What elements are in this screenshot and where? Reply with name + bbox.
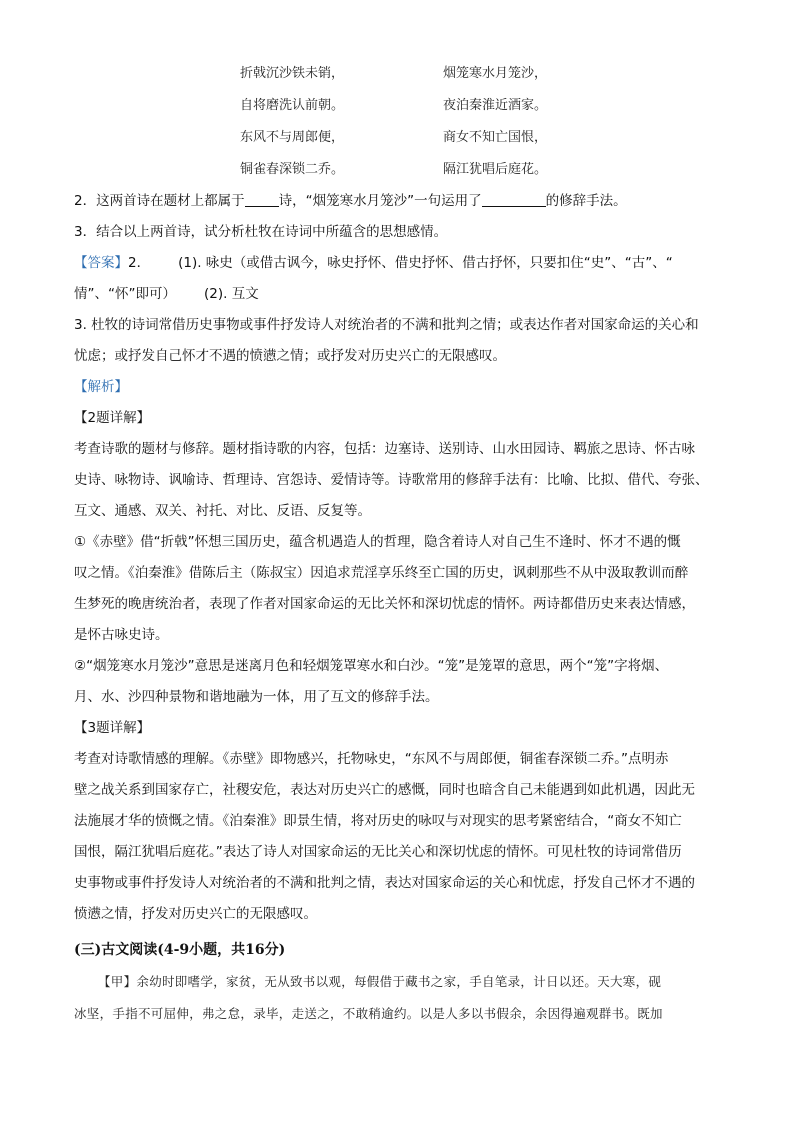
detail-line: 愤懑之情，抒发对历史兴亡的无限感叹。 — [74, 906, 317, 922]
ancient-text — [74, 966, 724, 1030]
detail-2-tag: 【2题详解】 — [74, 410, 151, 426]
answer-line: 【答案】2． (1). 咏史（或借古讽今，咏史抒怀、借史抒怀、借古抒怀，只要扣住“史”、“古”、“ — [74, 255, 673, 271]
answer-blank — [245, 192, 279, 207]
question-2: 2．这两首诗在题材上都属于 诗，“烟笼寒水月笼沙”一句运用了 的修辞手法。 — [74, 193, 627, 209]
ancient-line: 冰坚，手指不可屈伸，弗之怠，录毕，走送之，不敢稍逾约。以是人多以书假余，余因得遍观群书。既加 — [74, 1006, 663, 1021]
answer-line: 情”、“怀”即可） (2). 互文 — [74, 286, 259, 302]
poem-right-line: 夜泊秦淮近酒家。 — [443, 98, 548, 113]
poem-left-line: 铜雀春深锁二乔。 — [240, 162, 345, 177]
detail-line: 月、水、沙四种景物和谐地融为一体，用了互文的修辞手法。 — [74, 689, 439, 705]
poem-right-line: 隔江犹唱后庭花。 — [443, 162, 548, 177]
detail-3-tag: 【3题详解】 — [74, 720, 151, 736]
detail-line: 国恨，隔江犹唱后庭花。”表达了诗人对国家命运的无比关心和深切忧虑的情怀。可见杜牧的诗词常借历 — [74, 844, 682, 860]
poem-left-line: 折戟沉沙铁未销， — [240, 66, 345, 81]
questions-answers — [74, 186, 724, 930]
detail-line: ②“烟笼寒水月笼沙”意思是迷离月色和轻烟笼罩寒水和白沙。“笼”是笼罩的意思，两个“笼”字将烟、 — [74, 658, 669, 674]
detail-line: 壁之战关系到国家存亡，社稷安危，表达对历史兴亡的感慨，同时也暗含自己未能遇到如此机遇，因此无 — [74, 782, 695, 798]
poem-left-line: 东风不与周郎便， — [240, 130, 345, 145]
detail-line: 考查对诗歌情感的理解。《赤壁》即物感兴，托物咏史，“东风不与周郎便，铜雀春深锁二乔。”点明赤 — [74, 751, 669, 767]
detail-line: ①《赤壁》借“折戟”怀想三国历史，蕴含机遇造人的哲理，隐含着诗人对自己生不逢时、怀才不遇的慨 — [74, 534, 681, 550]
question-3: 3．结合以上两首诗，试分析杜牧在诗词中所蕴含的思想感情。 — [74, 224, 448, 240]
answer-tag: 【答案】 — [74, 255, 128, 271]
detail-line: 互文、通感、双关、衬托、对比、反语、反复等。 — [74, 503, 371, 519]
analysis-tag: 【解析】 — [74, 379, 128, 395]
section-3-title: (三)古文阅读(4-9小题，共16分) — [74, 942, 286, 958]
poem-left-line: 自将磨洗认前朝。 — [240, 98, 345, 113]
ancient-line: 【甲】余幼时即嗜学，家贫，无从致书以观，每假借于藏书之家，手自笔录，计日以还。天大寒，砚 — [98, 974, 662, 989]
detail-line: 史诗、咏物诗、讽喻诗、哲理诗、宫怨诗、爱情诗等。诗歌常用的修辞手法有：比喻、比拟、借代、夸张、 — [74, 472, 709, 488]
detail-line: 考查诗歌的题材与修辞。题材指诗歌的内容，包括：边塞诗、送别诗、山水田园诗、羁旅之思诗、怀古咏 — [74, 441, 695, 457]
answer-line: 3. 杜牧的诗词常借历史事物或事件抒发诗人对统治者的不满和批判之情；或表达作者对国家命运的关心和 — [74, 317, 699, 333]
answer-blank — [482, 192, 546, 207]
detail-line: 法施展才华的愤慨之情。《泊秦淮》即景生情，将对历史的咏叹与对现实的思考紧密结合，“商女不知亡 — [74, 813, 682, 829]
answer-line: 忧虑；或抒发自己怀才不遇的愤懑之情；或抒发对历史兴亡的无限感叹。 — [74, 348, 506, 364]
detail-line: 是怀古咏史诗。 — [74, 627, 169, 643]
detail-line: 叹之情。《泊秦淮》借陈后主（陈叔宝）因追求荒淫享乐终至亡国的历史，讽刺那些不从中汲取教训而醉 — [74, 565, 689, 581]
detail-line: 生梦死的晚唐统治者，表现了作者对国家命运的无比关怀和深切忧虑的情怀。两诗都借历史来表达情感， — [74, 596, 695, 612]
poem-right-line: 商女不知亡国恨， — [443, 130, 548, 145]
detail-line: 史事物或事件抒发诗人对统治者的不满和批判之情，表达对国家命运的关心和忧虑，抒发自己怀才不遇的 — [74, 875, 695, 891]
poem-right-line: 烟笼寒水月笼沙， — [443, 66, 548, 81]
